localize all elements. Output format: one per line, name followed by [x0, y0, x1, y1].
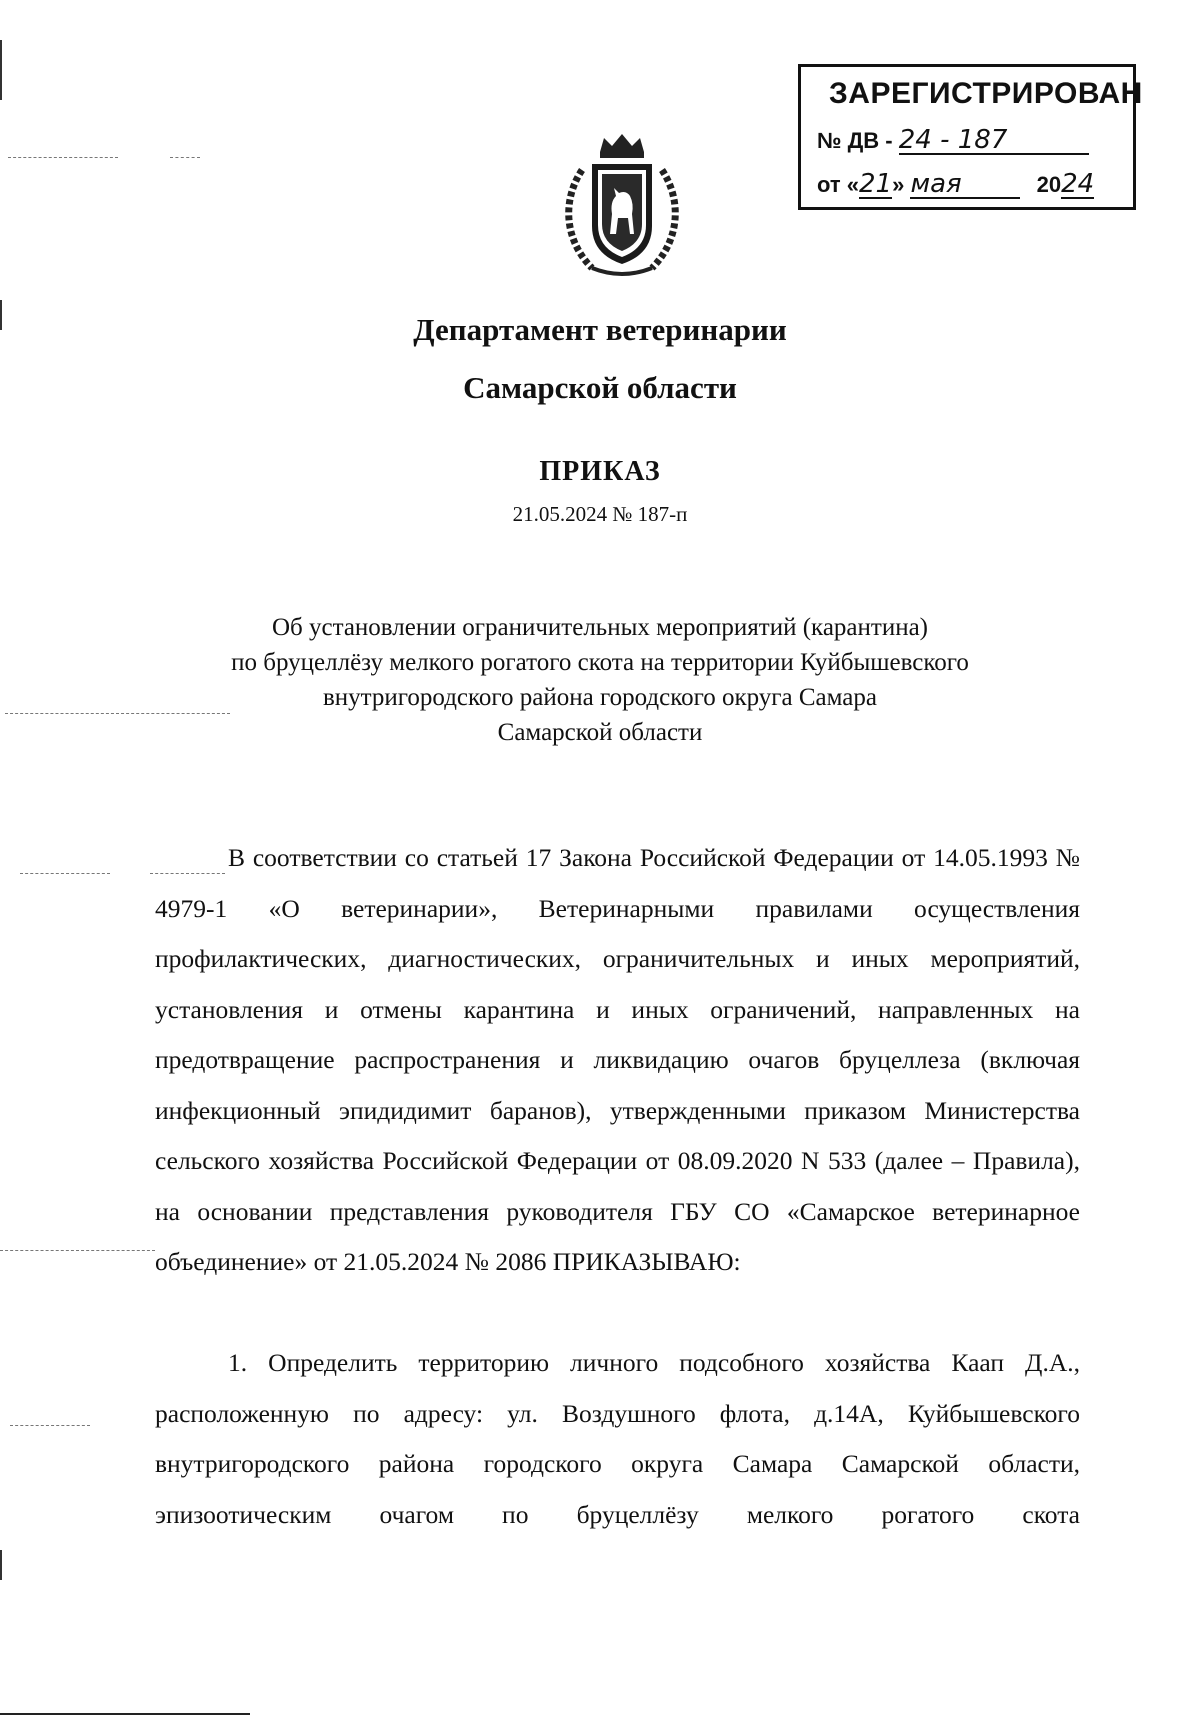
scan-mark	[5, 713, 230, 714]
body-paragraph-2-text: 1. Определить территорию личного подсобного хозяйства Каап Д.А., расположенную по адресу: ул. Воздушного флота, д.14А, Куйбышевского внутригородского района городского округа Самара Самарской области, эпизоотическим очагом по бруцеллёзу мелкого рогатого скота	[155, 1348, 1080, 1529]
body-paragraph-2	[155, 1338, 1080, 1540]
scan-mark	[8, 157, 118, 158]
stamp-date-mid: »	[892, 172, 905, 197]
stamp-title: ЗАРЕГИСТРИРОВАН	[829, 77, 1143, 110]
order-title: ПРИКАЗ	[539, 456, 661, 487]
stamp-date-year-suffix: 24	[1061, 169, 1095, 199]
subject-line2: по бруцеллёзу мелкого рогатого скота на территории Куйбышевского	[231, 649, 969, 676]
subject-line4: Самарской области	[497, 719, 703, 746]
stamp-date-line	[817, 171, 1094, 199]
stamp-date-day: 21	[859, 169, 893, 199]
scan-mark	[10, 1425, 90, 1426]
scan-edge	[0, 1713, 250, 1715]
registration-stamp	[798, 64, 1143, 210]
department-name-line1: Департамент ветеринарии	[413, 312, 787, 347]
stamp-date-month: мая	[910, 171, 1020, 199]
coat-of-arms-icon	[552, 130, 692, 280]
subject-line1: Об установлении ограничительных мероприятий (карантина)	[271, 614, 929, 641]
department-name-line2: Самарской области	[463, 370, 737, 405]
scan-mark	[170, 157, 200, 158]
stamp-number-value: 24 - 187	[899, 127, 1089, 155]
subject-line3: внутригородского района городского округа Самара	[323, 684, 877, 711]
order-number: 21.05.2024 № 187-п	[512, 502, 688, 526]
scan-edge	[0, 40, 2, 100]
scan-edge	[0, 1550, 2, 1580]
stamp-number-prefix: № ДВ -	[817, 128, 893, 153]
scan-edge	[0, 300, 2, 330]
scan-mark	[150, 873, 225, 874]
stamp-date-year-prefix: 20	[1036, 172, 1062, 197]
body-paragraph-1-text: В соответствии со статьей 17 Закона Российской Федерации от 14.05.1993 № 4979-1 «О ветеринарии», Ветеринарными правилами осуществления профилактических, диагностических, ограничительных и иных мероприятий, установления и отмены карантина и иных ограничений, направленных на предотвращение распространения и ликвидацию очагов бруцеллеза (включая инфекционный эпидидимит баранов), утвержденными приказом Министерства сельского хозяйства Российской Федерации от 08.09.2020 N 533 (далее – Правила), на основании представления руководителя ГБУ СО «Самарское ветеринарное объединение» от 21.05.2024 № 2086 ПРИКАЗЫВАЮ:	[155, 843, 1080, 1276]
body-paragraph-1	[155, 833, 1080, 1288]
stamp-number-line	[817, 127, 1089, 155]
scan-mark	[20, 873, 110, 874]
scan-mark	[0, 1250, 155, 1251]
stamp-date-prefix: от «	[817, 172, 860, 197]
